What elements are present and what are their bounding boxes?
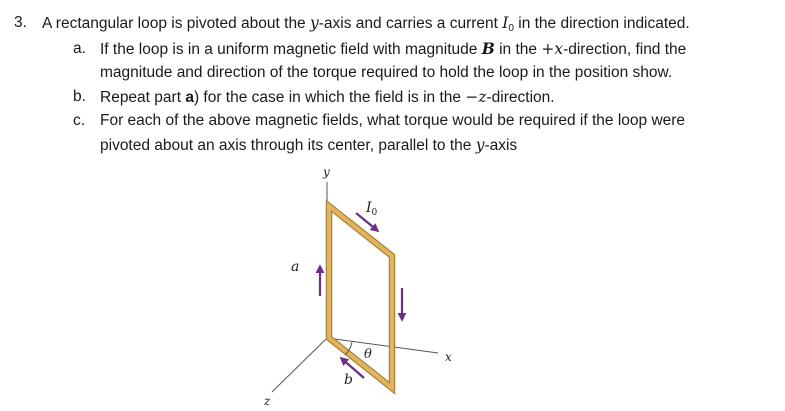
problem-stem: A rectangular loop is pivoted about the y-axis and carries a current $I_0$ in the direction indicated. <box>42 14 690 34</box>
part-c-line-1: For each of the above magnetic fields, what torque would be required if the loop were <box>100 112 686 129</box>
z-axis-label: z <box>264 394 271 408</box>
z-axis-line <box>272 338 327 392</box>
side-a-label: a <box>291 259 300 275</box>
current-label: $I_0$ <box>366 200 378 218</box>
part-b-text: Repeat part a) for the case in which the field is in the −z-direction. <box>100 88 555 106</box>
problem-number: 3. <box>14 14 27 31</box>
part-a-line-2: magnitude and direction of the torque required to hold the loop in the position show. <box>100 64 673 81</box>
current-loop-fill-stroke <box>329 206 392 388</box>
x-axis-label: x <box>445 350 452 364</box>
part-a-label: a. <box>73 40 86 57</box>
part-b-label: b. <box>73 88 86 105</box>
angle-theta-label: θ <box>364 347 372 362</box>
y-axis-label: y <box>323 165 330 179</box>
part-c-label: c. <box>73 112 86 129</box>
side-b-label: b <box>344 372 353 388</box>
part-c-line-2: pivoted about an axis through its center, parallel to the y-axis <box>100 136 518 154</box>
part-a-line-1: If the loop is in a uniform magnetic field with magnitude B in the +x-direction, find the <box>100 39 687 58</box>
